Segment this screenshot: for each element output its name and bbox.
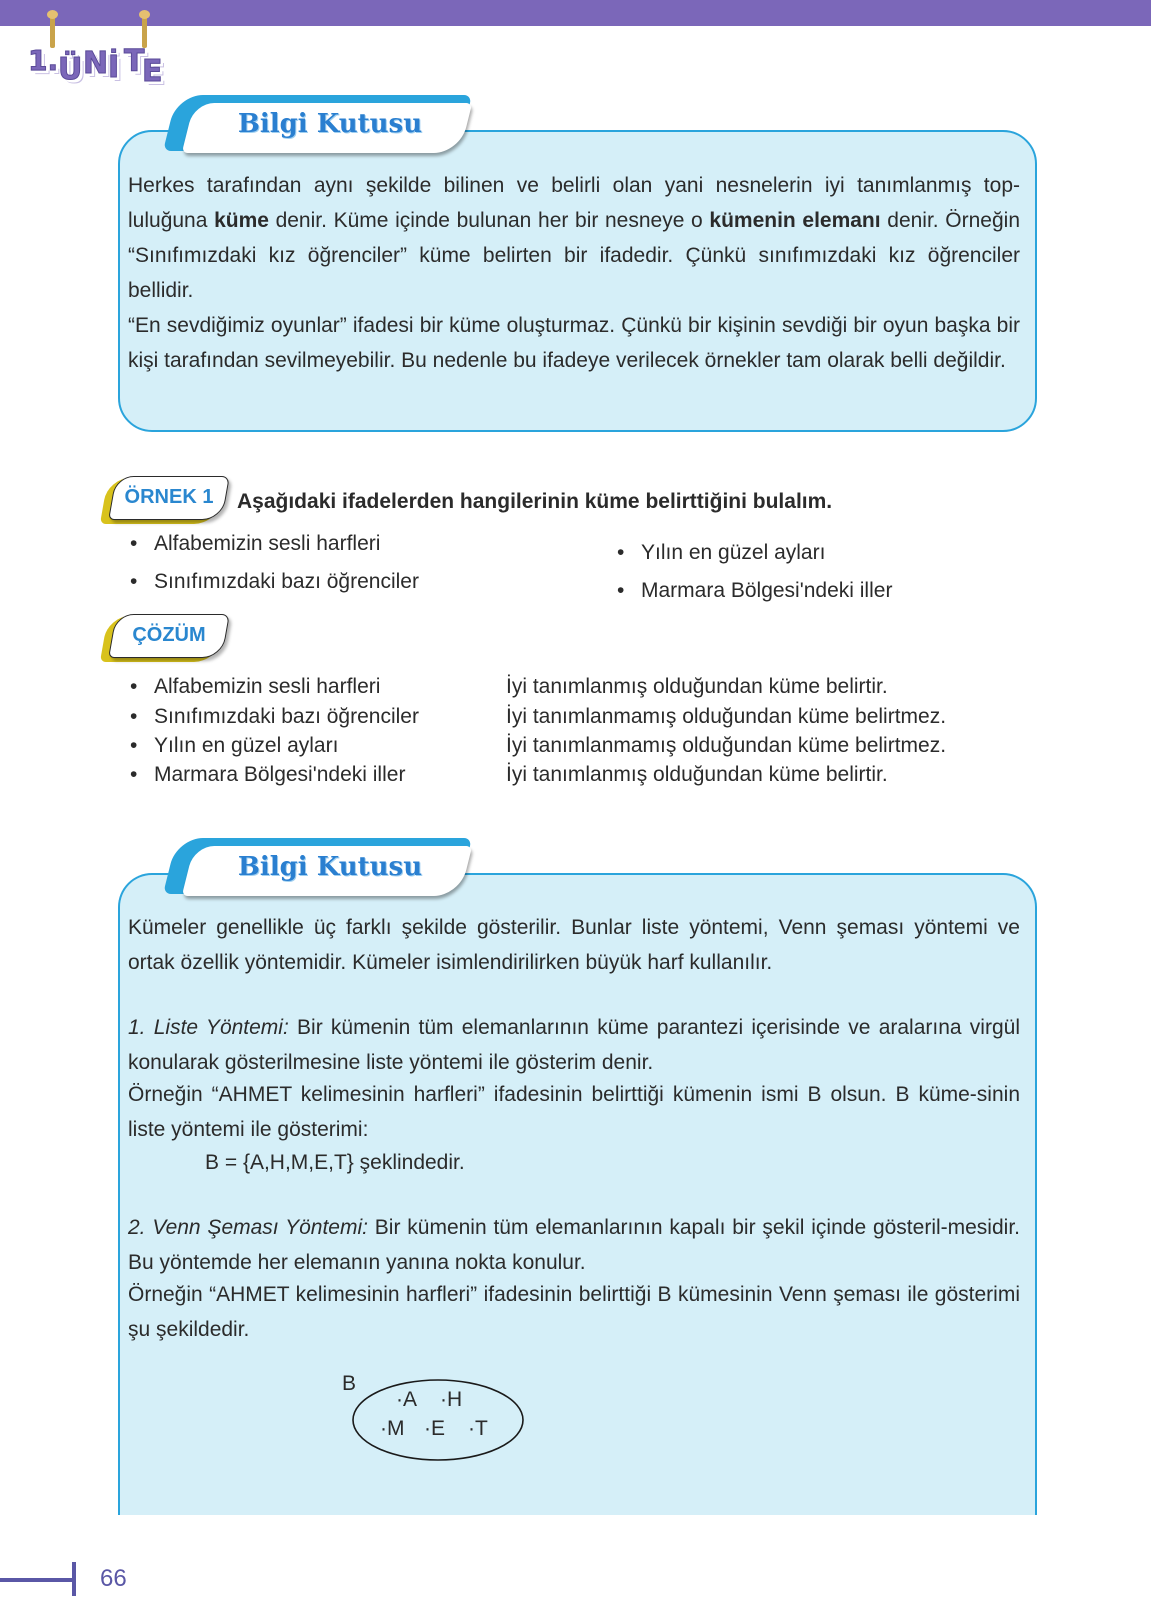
info-box-1-paragraph-2: “En sevdiğimiz oyunlar” ifadesi bir küme oluşturmaz. Çünkü bir kişinin sevdiği bir oyun başka bir kişi tarafından sevilmeyebilir. Bu nedenle bu ifadeye verilecek örnekler tam olarak belli değildir. — [128, 314, 1020, 372]
venn-element: ·M — [380, 1417, 405, 1440]
list-method-example: Örneğin “AHMET kelimesinin harfleri” ifadesinin belirttiği kümenin ismi B olsun. B küme-sinin liste yöntemi ile gösterimi: — [128, 1083, 1020, 1141]
solution-answer: İyi tanımlanmış olduğundan küme belirtir. — [506, 675, 888, 698]
venn-element: ·T — [468, 1417, 488, 1440]
solution-item: • Alfabemizin sesli harfleri — [154, 675, 380, 699]
venn-element: ·H — [440, 1388, 463, 1411]
example-item: • Alfabemizin sesli harfleri — [154, 532, 380, 556]
set-expression: B = {A,H,M,E,T} şeklindedir. — [205, 1151, 465, 1174]
unit-logo — [28, 14, 168, 94]
venn-ellipse — [340, 1368, 530, 1463]
pin-icon — [142, 14, 147, 48]
example-question: Aşağıdaki ifadelerden hangilerinin küme belirttiğini bulalım. — [237, 490, 833, 513]
info-box-1-paragraph-1: Herkes tarafından aynı şekilde bilinen ve belirli olan yani nesnelerin iyi tanımlanmış top-luluğuna küme denir. Küme içinde bulunan her bir nesneye o kümenin elemanı denir. Örneğin “Sınıfımızdaki kız öğrenciler” küme belirten bir ifadedir. Çünkü sınıfımızdaki kız öğrenciler bellidir. — [128, 174, 1020, 302]
page-number: 66 — [100, 1565, 127, 1592]
unit-letter: N — [83, 46, 109, 81]
solution-item: • Yılın en güzel ayları — [154, 734, 338, 758]
venn-element: ·E — [424, 1417, 445, 1440]
info-box-2-title: Bilgi Kutusu — [237, 852, 423, 882]
footer-line — [0, 1578, 72, 1582]
venn-method-paragraph: 2. Venn Şeması Yöntemi: Bir kümenin tüm elemanlarının kapalı bir şekil içinde gösteril-mesidir. Bu yöntemde her elemanın yanına nokta konulur. — [128, 1216, 1020, 1274]
venn-diagram — [340, 1368, 530, 1463]
unit-letter: T — [124, 44, 145, 79]
example-item: • Yılın en güzel ayları — [641, 541, 825, 565]
unit-letter: E — [142, 54, 163, 89]
unit-letter: 1. — [28, 44, 59, 77]
footer-tick — [72, 1562, 76, 1596]
pin-icon — [50, 14, 55, 48]
solution-answer: İyi tanımlanmamış olduğundan küme belirtmez. — [506, 705, 947, 728]
list-method-paragraph: 1. Liste Yöntemi: Bir kümenin tüm elemanlarının küme parantezi içerisinde ve aralarına virgül konularak gösterilmesine liste yöntemi ile gösterim denir. — [128, 1016, 1020, 1074]
venn-set-name: B — [342, 1372, 357, 1395]
solution-answer: İyi tanımlanmış olduğundan küme belirtir. — [506, 763, 888, 786]
venn-element: ·A — [396, 1388, 417, 1411]
example-item: • Marmara Bölgesi'ndeki iller — [641, 579, 892, 603]
example-item: • Sınıfımızdaki bazı öğrenciler — [154, 570, 419, 594]
unit-letter: İ — [108, 50, 120, 85]
solution-answer: İyi tanımlanmamış olduğundan küme belirtmez. — [506, 734, 947, 757]
solution-item: • Marmara Bölgesi'ndeki iller — [154, 763, 405, 787]
unit-letter: Ü — [58, 52, 83, 87]
info-box-2-intro: Kümeler genellikle üç farklı şekilde gösterilir. Bunlar liste yöntemi, Venn şeması yöntemi ve ortak özellik yöntemidir. Kümeler isimlendirilirken büyük harf kullanılır. — [128, 916, 1020, 974]
venn-method-example: Örneğin “AHMET kelimesinin harfleri” ifadesinin belirttiği B kümesinin Venn şeması ile gösterimi şu şekildedir. — [128, 1283, 1020, 1341]
top-color-bar — [0, 0, 1151, 26]
info-box-1-title: Bilgi Kutusu — [237, 109, 423, 139]
solution-item: • Sınıfımızdaki bazı öğrenciler — [154, 705, 419, 729]
